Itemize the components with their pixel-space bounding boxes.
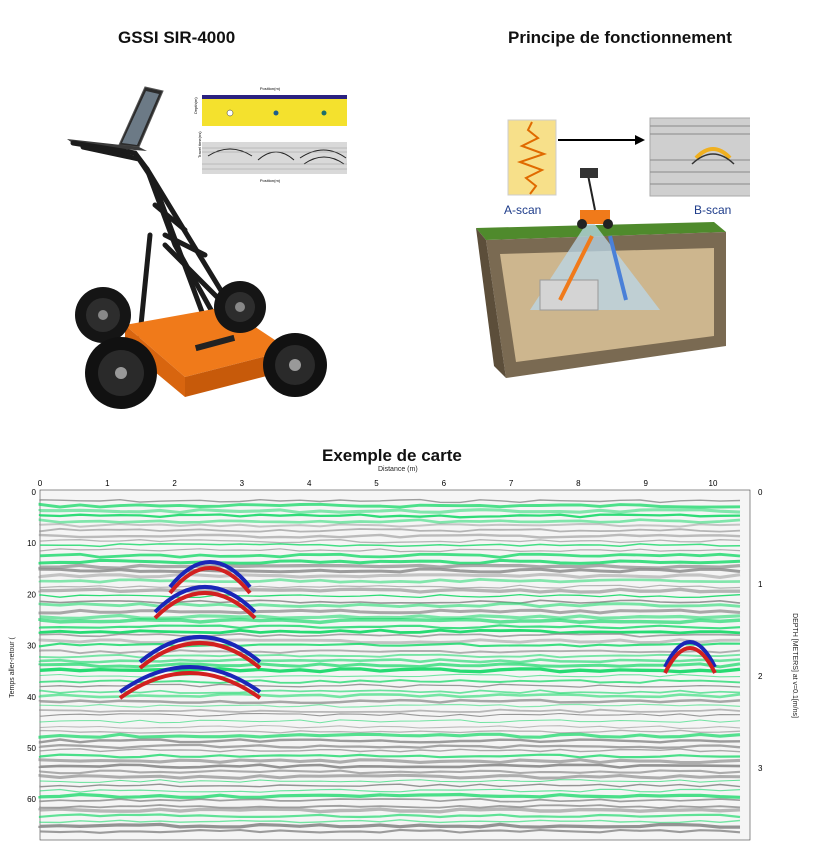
left-tick-label: 40 [27,692,36,702]
x-tick-label: 0 [37,479,43,488]
x-tick-label: 3 [239,479,245,488]
x-tick-label: 9 [643,479,648,488]
cart-title: GSSI SIR-4000 [118,28,236,47]
x-tick-label: 5 [374,479,379,488]
x-tick-label: 1 [105,479,110,488]
x-tick-label: 4 [306,479,312,488]
x-tick-label: 7 [508,479,514,488]
bscan-label: B-scan [694,203,732,217]
left-tick-label: 30 [27,641,36,651]
x-tick-label: 6 [441,479,447,488]
right-axis-title: DEPTH [METERS] at v=0.1[m/ns] [790,613,798,718]
mini-top-ylabel: Depth(m) [193,97,198,114]
x-tick-label: 8 [576,479,581,488]
principle-title: Principe de fonctionnement [508,28,732,47]
left-tick-label: 20 [27,590,36,600]
x-tick-label: 10 [708,479,718,488]
reflector-band [40,760,740,763]
left-tick-label: 60 [27,795,36,805]
radargram [0,462,823,855]
left-axis-title: Temps aller-retour ( [8,637,16,698]
left-tick-label: 10 [27,539,36,549]
x-tick-label: 2 [172,479,177,488]
mini-results-panel [188,86,350,206]
distance-axis-label: Distance (m) [378,466,418,473]
right-tick-label: 2 [758,672,763,681]
laptop-icon [67,87,163,151]
mini-bottom-ylabel: Travel time(ns) [197,131,202,158]
reflector-band [40,669,740,672]
principle-illustration [470,110,750,380]
map-example-title: Exemple de carte [322,446,462,465]
left-tick-label: 0 [31,488,36,497]
arrow-icon [635,135,645,145]
mini-bottom-xlabel: Position(m) [259,178,281,183]
right-tick-label: 1 [758,580,763,589]
right-tick-label: 0 [758,488,763,497]
left-tick-label: 50 [27,744,36,753]
mini-top-xlabel: Position(m) [259,86,281,91]
ascan-label: A-scan [504,203,542,217]
reflector-band [40,809,740,812]
right-tick-label: 3 [758,764,763,773]
